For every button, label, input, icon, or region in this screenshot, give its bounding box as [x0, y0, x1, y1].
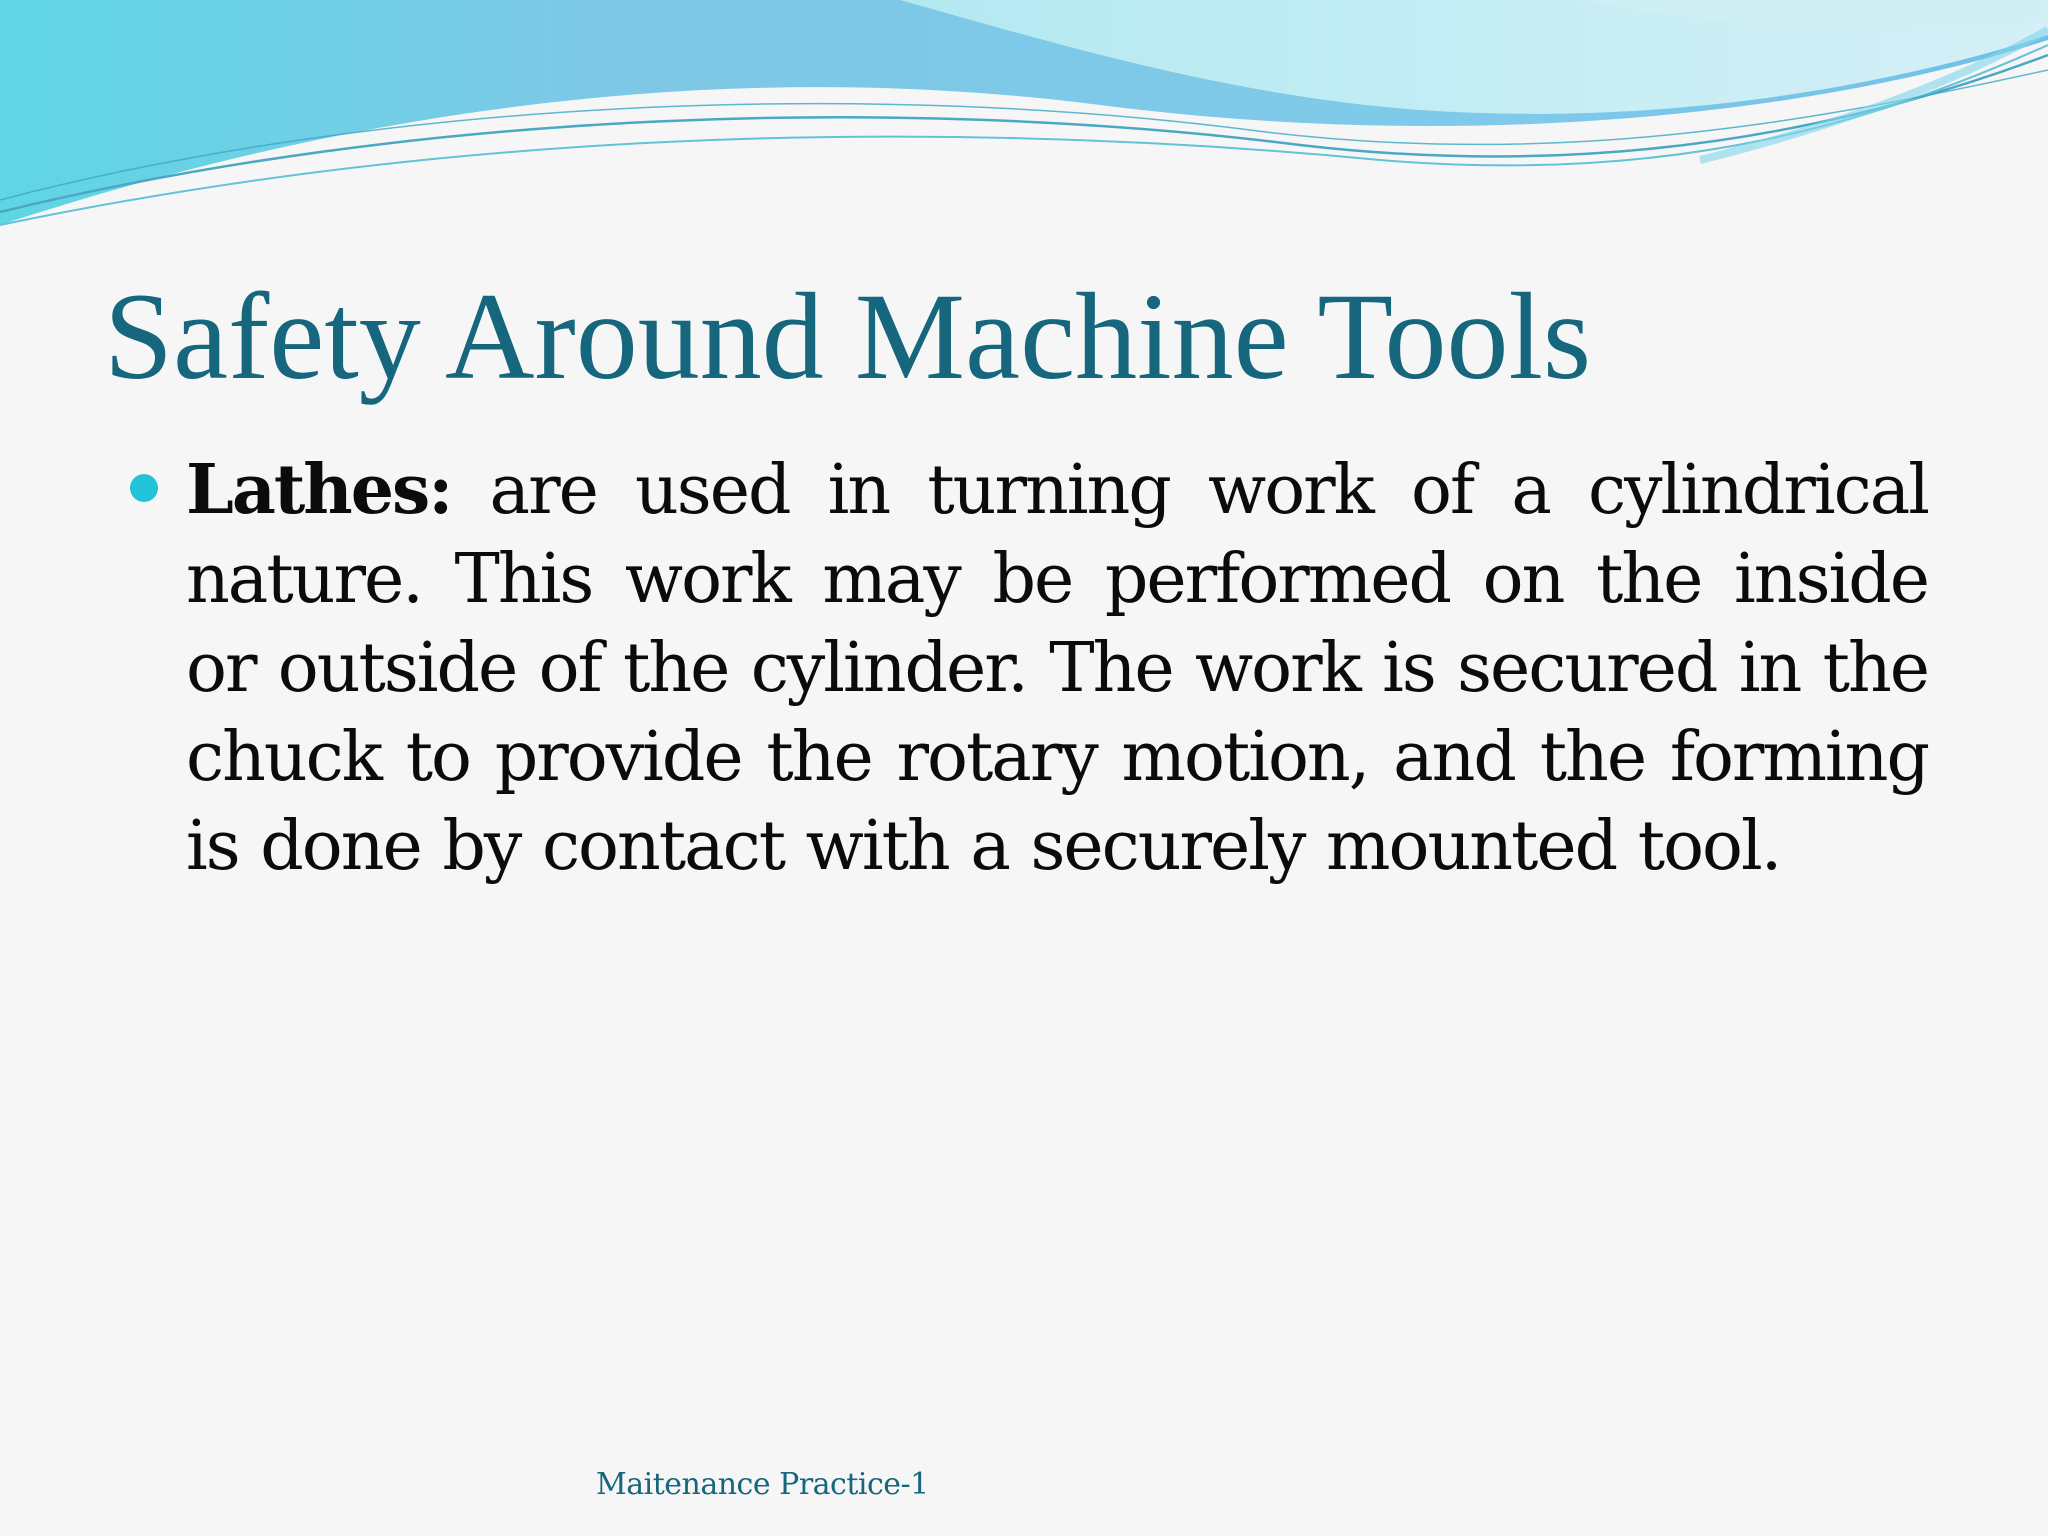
bullet-text	[186, 446, 1928, 891]
decorative-wave-header	[0, 0, 2048, 260]
bullet-item	[128, 446, 1928, 891]
slide-content	[128, 446, 1928, 891]
slide-title: Safety Around Machine Tools	[104, 268, 1592, 405]
bullet-dot-icon	[130, 474, 158, 502]
bullet-term: Lathes:	[186, 450, 452, 530]
bullet-body: are used in turning work of a cylindrical nature. This work may be performed on the inside or outside of the cylinder. The work is secured in the chuck to provide the rotary motion, and the forming is done by contact with a securely mounted tool.	[186, 451, 1928, 886]
footer-text: Maitenance Practice-1	[596, 1467, 929, 1502]
